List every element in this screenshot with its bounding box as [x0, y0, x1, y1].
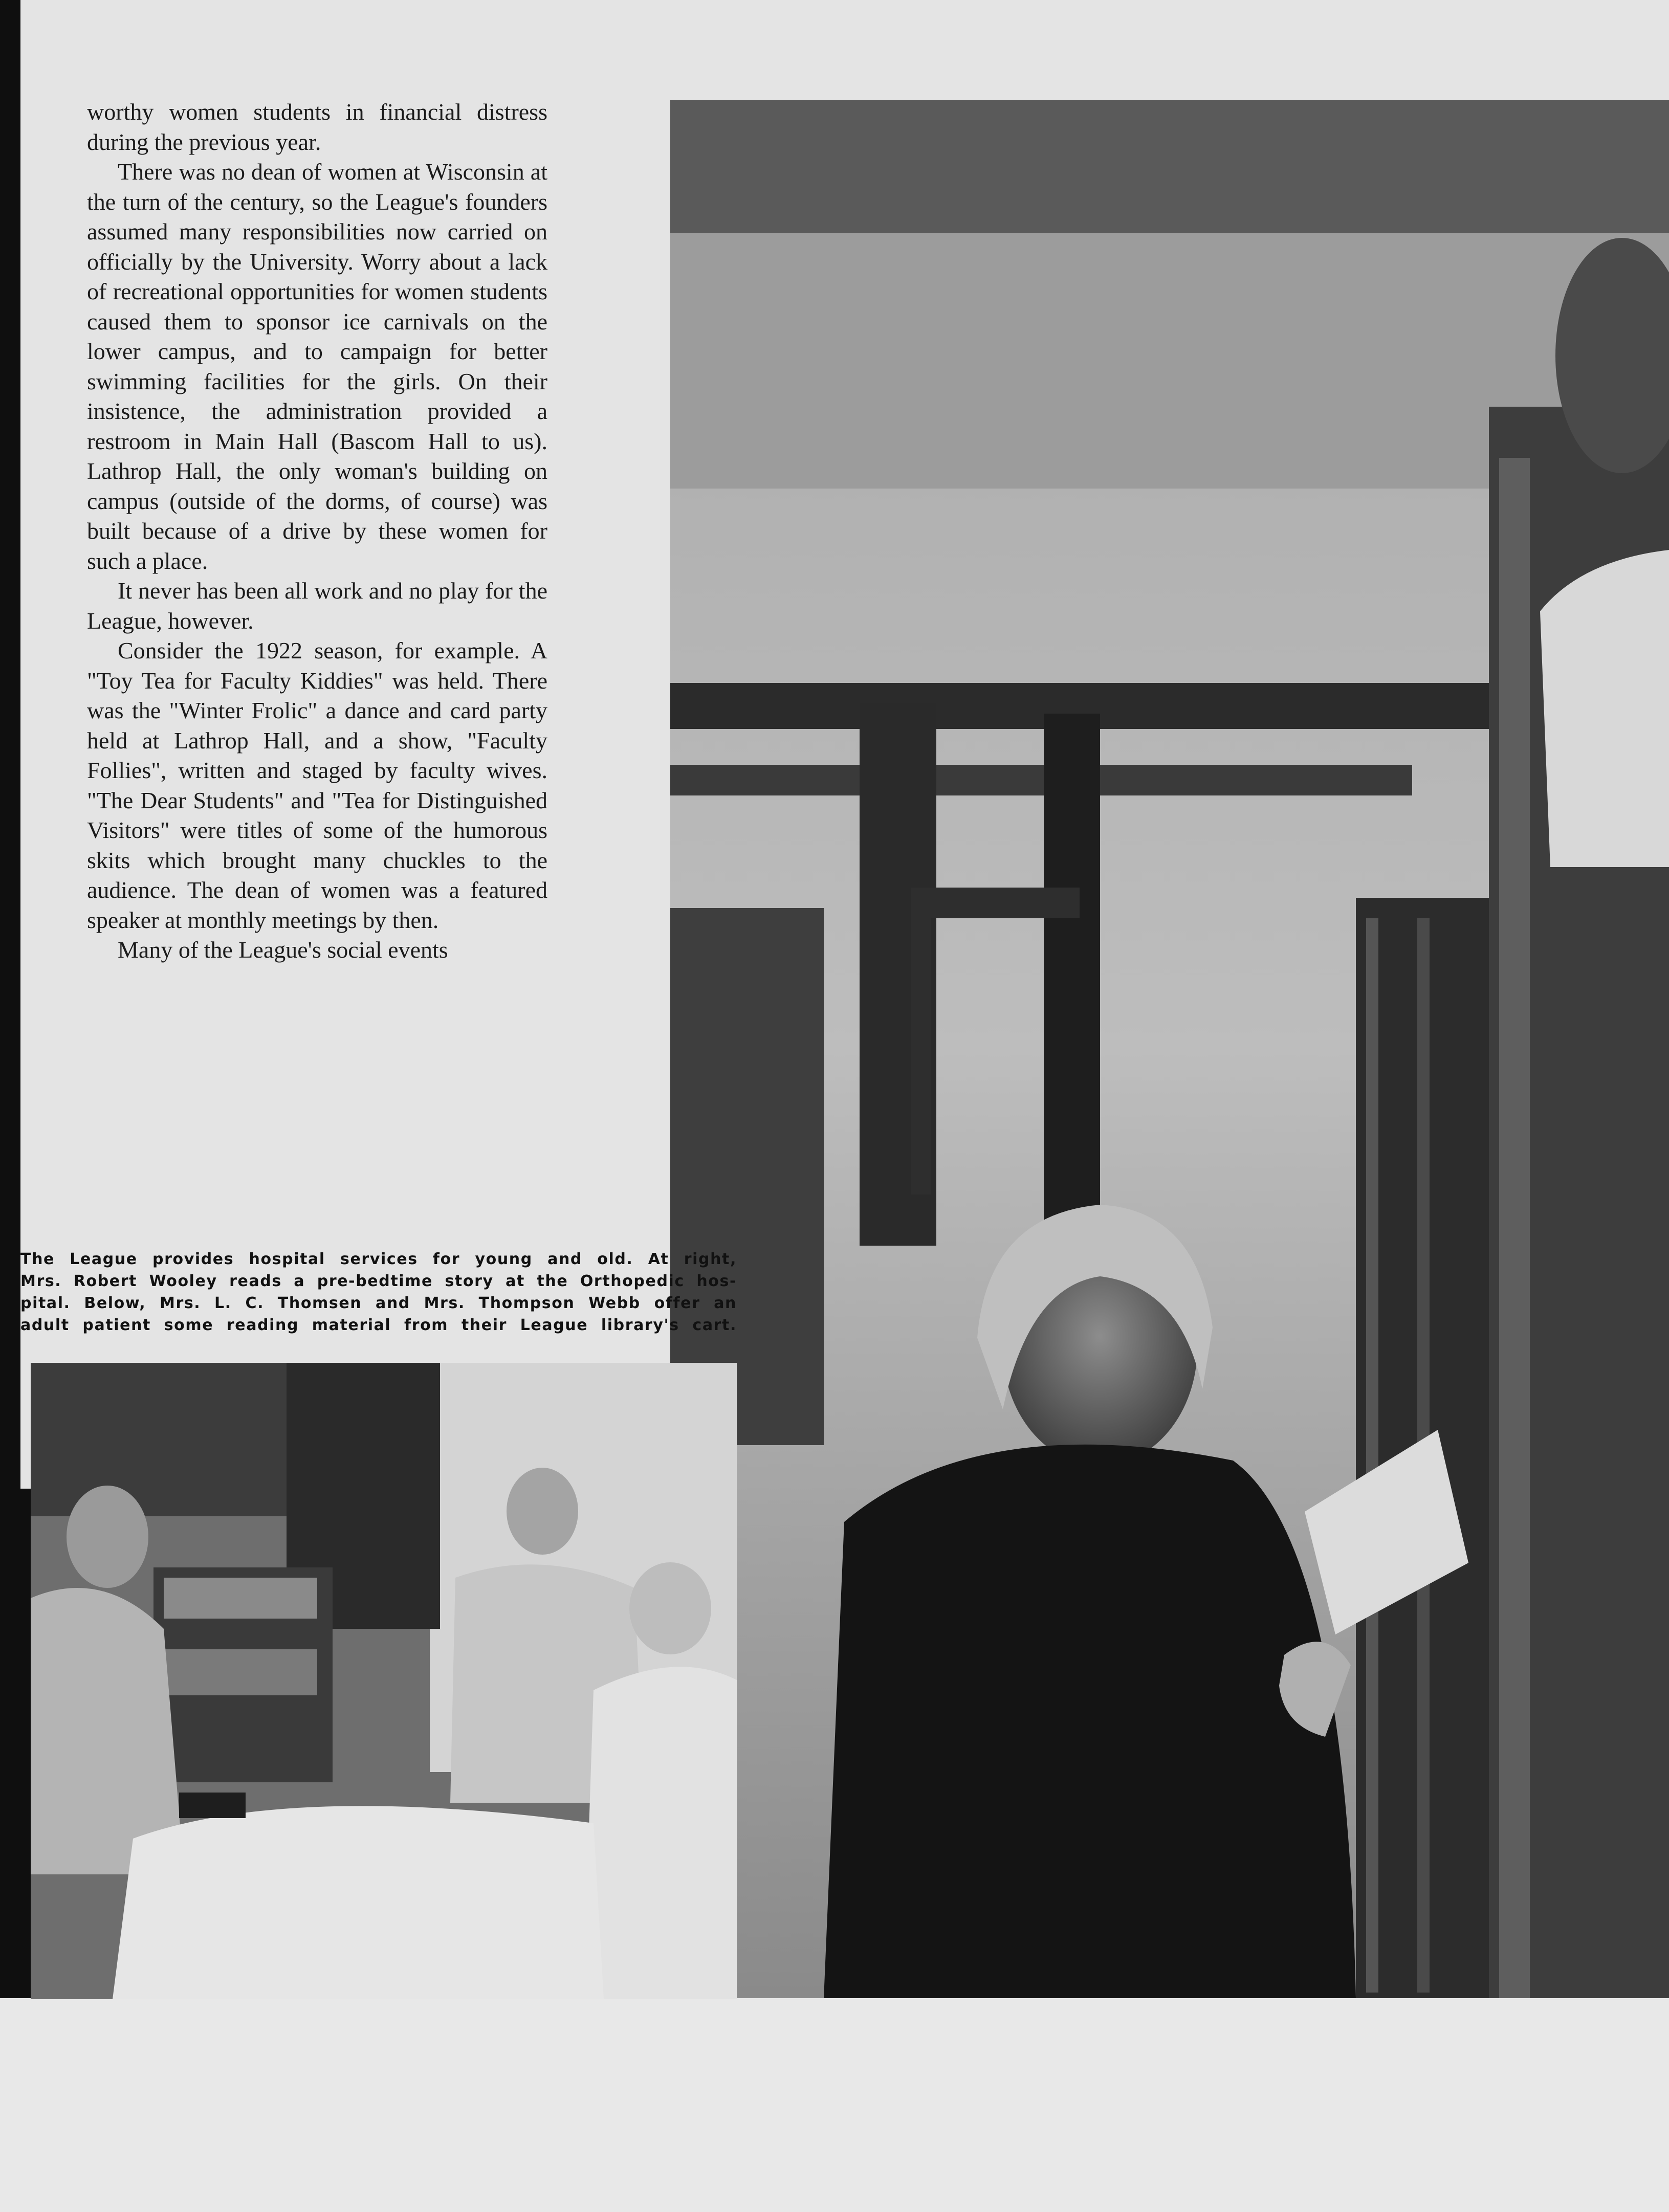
- caption-line: The League provides hospital services for young and old. At right,: [20, 1250, 737, 1268]
- paper-bottom-margin: [0, 1998, 1669, 2212]
- caption-line: pital. Below, Mrs. L. C. Thomsen and Mrs. Thompson Webb offer an: [20, 1294, 737, 1312]
- photo-caption: [20, 1248, 737, 1336]
- caption-line: adult patient some reading material from their League library's cart.: [20, 1316, 737, 1334]
- article-paragraph: It never has been all work and no play for the League, however.: [87, 578, 547, 634]
- article-body: [87, 97, 547, 965]
- caption-line: Mrs. Robert Wooley reads a pre-bedtime story at the Orthopedic hos-: [20, 1272, 737, 1290]
- library-photo: [670, 100, 1669, 1998]
- article-paragraph: There was no dean of women at Wisconsin at the turn of the century, so the League's founders assumed many responsibilities now carried on officially by the University. Worry about a lack of recreational opportunities for women students caused them to sponsor ice carnivals on the lower campus, and to campaign for better swimming facilities for the girls. On their insistence, the administration provided a restroom in Main Hall (Bascom Hall to us). Lathrop Hall, the only woman's building on campus (outside of the dorms, of course) was built because of a drive by these women for such a place.: [87, 159, 547, 574]
- article-paragraph: worthy women students in financial distress during the previous year.: [87, 99, 547, 155]
- article-paragraph: Consider the 1922 season, for example. A "Toy Tea for Faculty Kiddies" was held. There was the "Winter Frolic" a dance and card party held at Lathrop Hall, and a show, "Faculty Follies", written and staged by faculty wives. "The Dear Students" and "Tea for Distinguished Visitors" were titles of some of the humorous skits which brought many chuckles to the audience. The dean of women was a featured speaker at monthly meetings by then.: [87, 637, 547, 933]
- hospital-cart-photo: [31, 1363, 737, 1999]
- article-paragraph: Many of the League's social events: [118, 937, 448, 963]
